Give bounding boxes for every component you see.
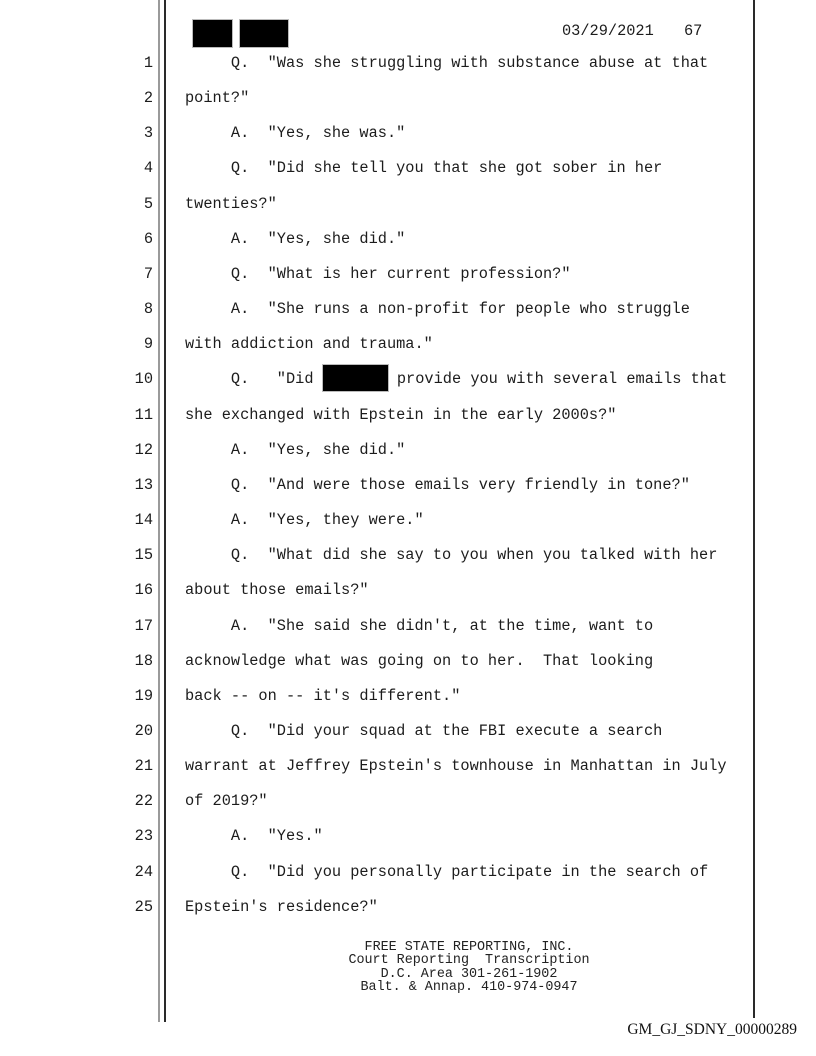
line-number: 4 xyxy=(143,159,153,178)
transcript-line xyxy=(185,257,751,292)
transcript-line xyxy=(185,573,751,608)
transcript-line xyxy=(185,187,751,222)
transcript-text: warrant at Jeffrey Epstein's townhouse in Manhattan in July xyxy=(185,757,727,776)
transcript-line xyxy=(185,116,751,151)
line-number: 23 xyxy=(134,827,153,846)
transcript-text: acknowledge what was going on to her. That looking xyxy=(185,651,654,670)
line-number: 19 xyxy=(134,686,153,705)
header-redaction-box xyxy=(240,20,288,47)
transcript-text: about those emails?" xyxy=(185,581,369,600)
line-number: 1 xyxy=(143,54,153,72)
transcript-text: Q. "What is her current profession?" xyxy=(185,264,571,283)
transcript-line xyxy=(185,151,751,186)
transcript-line xyxy=(185,468,751,503)
transcript-text: A. "Yes, she was." xyxy=(185,124,406,143)
transcript-text: back -- on -- it's different." xyxy=(185,686,461,705)
transcript-text: provide you with several emails that xyxy=(387,370,728,389)
inline-redaction-box xyxy=(323,365,388,391)
left-margin-rule-inner xyxy=(164,0,166,1022)
line-number: 7 xyxy=(143,264,153,283)
line-number: 13 xyxy=(134,475,153,494)
transcript-text: Q. "Did she tell you that she got sober in her xyxy=(185,159,663,178)
line-number: 15 xyxy=(134,546,153,565)
transcript-text: A. "Yes, she did." xyxy=(185,440,406,459)
transcript-text: A. "She runs a non-profit for people who struggle xyxy=(185,300,690,319)
transcript-line xyxy=(185,679,751,714)
line-number: 11 xyxy=(134,405,153,424)
transcript-line xyxy=(185,538,751,573)
transcript-line xyxy=(185,819,751,854)
line-number: 10 xyxy=(134,370,153,389)
transcript-text: Q. "Was she struggling with substance abuse at that xyxy=(185,54,709,72)
transcript-line xyxy=(185,362,751,397)
reporter-name: FREE STATE REPORTING, INC. xyxy=(364,940,574,955)
transcript-line xyxy=(185,714,751,749)
transcript-text: she exchanged with Epstein in the early 2000s?" xyxy=(185,405,617,424)
line-number: 2 xyxy=(143,89,153,108)
transcript-line xyxy=(185,609,751,644)
line-number: 12 xyxy=(134,440,153,459)
line-number: 20 xyxy=(134,721,153,740)
line-number: 25 xyxy=(134,897,153,916)
header-page-number: 67 xyxy=(684,22,703,40)
bates-number: GM_GJ_SDNY_00000289 xyxy=(627,1021,797,1038)
line-number-column xyxy=(118,46,153,925)
reporter-footer xyxy=(185,941,753,995)
transcript-line xyxy=(185,855,751,890)
transcript-body xyxy=(185,46,751,925)
reporter-phone-dc: D.C. Area 301-261-1902 xyxy=(380,966,558,982)
transcript-line xyxy=(185,890,751,925)
transcript-line xyxy=(185,222,751,257)
line-number: 3 xyxy=(143,124,153,143)
line-number: 22 xyxy=(134,792,153,811)
transcript-text: Q. "Did your squad at the FBI execute a search xyxy=(185,721,663,740)
transcript-line xyxy=(185,46,751,81)
line-number: 8 xyxy=(143,300,153,319)
transcript-line xyxy=(185,503,751,538)
line-number: 24 xyxy=(134,862,153,881)
transcript-text: point?" xyxy=(185,89,250,108)
transcript-text: A. "Yes, she did." xyxy=(185,229,406,248)
transcript-line xyxy=(185,784,751,819)
transcript-text: of 2019?" xyxy=(185,792,268,811)
transcript-text: Q. "And were those emails very friendly in tone?" xyxy=(185,475,690,494)
transcript-text: Epstein's residence?" xyxy=(185,897,378,916)
transcript-text: A. "Yes." xyxy=(185,827,323,846)
transcript-line xyxy=(185,292,751,327)
line-number: 14 xyxy=(134,511,153,530)
line-number: 16 xyxy=(134,581,153,600)
transcript-text: with addiction and trauma." xyxy=(185,335,433,354)
transcript-text: A. "Yes, they were." xyxy=(185,511,424,530)
transcript-text: twenties?" xyxy=(185,194,277,213)
line-number: 21 xyxy=(134,757,153,776)
transcript-line xyxy=(185,749,751,784)
transcript-line xyxy=(185,398,751,433)
header-redaction-box xyxy=(193,20,232,47)
left-margin-rule-outer xyxy=(158,0,160,1022)
line-number: 17 xyxy=(134,616,153,635)
header-date: 03/29/2021 xyxy=(562,22,654,40)
right-margin-rule xyxy=(753,0,755,1018)
transcript-text: A. "She said she didn't, at the time, want to xyxy=(185,616,654,635)
line-number: 6 xyxy=(143,229,153,248)
transcript-text: Q. "Did xyxy=(185,370,323,389)
transcript-line xyxy=(185,644,751,679)
transcript-line xyxy=(185,433,751,468)
transcript-text: Q. "What did she say to you when you talked with her xyxy=(185,546,718,565)
line-number: 5 xyxy=(143,194,153,213)
transcript-line xyxy=(185,327,751,362)
reporter-phone-balt: Balt. & Annap. 410-974-0947 xyxy=(360,980,578,996)
reporter-services: Court Reporting Transcription xyxy=(348,953,590,969)
line-number: 9 xyxy=(143,335,153,354)
transcript-line xyxy=(185,81,751,116)
line-number: 18 xyxy=(134,651,153,670)
transcript-text: Q. "Did you personally participate in the search of xyxy=(185,862,709,881)
